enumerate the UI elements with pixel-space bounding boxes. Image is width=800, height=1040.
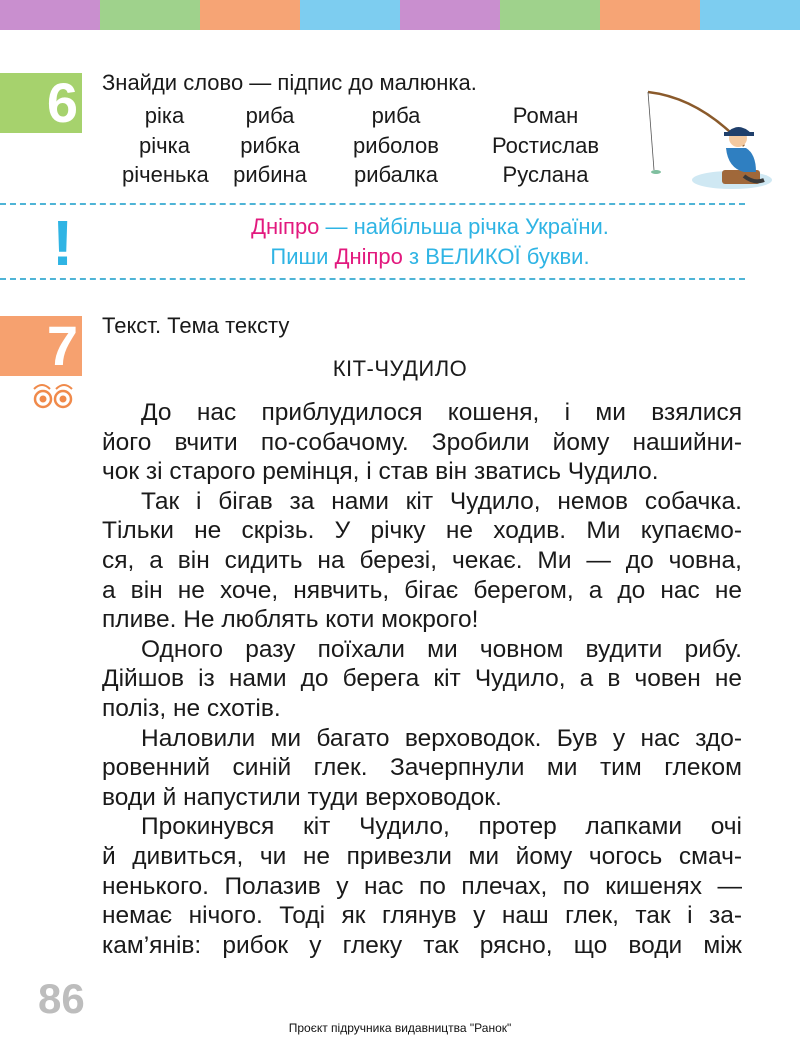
fisherman-illustration bbox=[640, 88, 772, 192]
story-line: ся, а він сидить на березі, чекає. Ми — до човна, bbox=[102, 546, 742, 574]
story-line: Тільки не скрізь. У річку не ходив. Ми купаємо- bbox=[102, 517, 742, 545]
eyes-icon bbox=[30, 381, 76, 411]
story-line: а він не хоче, нявчить, бігає берегом, а до нас не bbox=[102, 576, 742, 604]
top-color-stripes bbox=[0, 0, 800, 30]
word: риба bbox=[371, 103, 421, 128]
word: річка bbox=[139, 132, 190, 158]
fishing-line bbox=[648, 92, 654, 170]
exercise-6-title: Знайди слово — підпис до малюнка. bbox=[102, 70, 477, 95]
rule-top-divider bbox=[0, 203, 745, 205]
word: риба bbox=[245, 103, 295, 128]
story-line: Дійшов із нами до берега кіт Чудило, а в човен не bbox=[102, 665, 742, 693]
story-line: До нас приблудилося кошеня, і ми взялися bbox=[141, 399, 742, 426]
word-row bbox=[122, 162, 632, 192]
word: рибина bbox=[233, 162, 307, 187]
float bbox=[651, 170, 661, 174]
stripe bbox=[600, 0, 700, 30]
word: Ростислав bbox=[491, 132, 600, 158]
word: рибалка bbox=[353, 162, 439, 187]
story-line: Так і бігав за нами кіт Чудило, немов собачка. bbox=[141, 487, 742, 515]
page-number: 86 bbox=[38, 975, 85, 1022]
highlight-word: Дніпро bbox=[251, 214, 320, 239]
word: рибка bbox=[240, 132, 300, 158]
word: річенька bbox=[122, 162, 209, 187]
stripe bbox=[100, 0, 200, 30]
rule-bottom-divider bbox=[0, 278, 745, 280]
word: ріка bbox=[144, 103, 185, 128]
story-line: Наловили ми багато верховодок. Був у нас здо- bbox=[141, 724, 742, 752]
word: Руслана bbox=[502, 162, 589, 187]
stripe bbox=[500, 0, 600, 30]
story-line: Прокинувся кіт Чудило, протер лапками очі bbox=[141, 813, 742, 841]
word-row bbox=[122, 103, 632, 133]
stripe bbox=[400, 0, 500, 30]
word-table bbox=[122, 103, 632, 192]
rule-text: — найбільша річка України. bbox=[319, 214, 609, 239]
story-text bbox=[102, 398, 742, 960]
exercise-7-number: 7 bbox=[0, 316, 82, 376]
story-line: ровенний синій глек. Зачерпнули ми тим глеком bbox=[102, 754, 742, 782]
story-line: кам’янів: рибок у глеку так рясно, що води між bbox=[102, 931, 742, 959]
stripe bbox=[700, 0, 800, 30]
rule-line-2 bbox=[160, 244, 700, 270]
story-line: немає нічого. Тоді як глянув у наш глек, так і за- bbox=[102, 902, 742, 930]
story-line: ненького. Полазив у нас по плечах, по кишенях — bbox=[102, 872, 742, 900]
story-title: КІТ-ЧУДИЛО bbox=[332, 356, 468, 381]
hat-brim bbox=[724, 132, 754, 136]
rule-text: Пиши bbox=[270, 244, 335, 269]
story-line: пливе. Не люблять коти мокрого! bbox=[102, 606, 479, 634]
rule-line-1 bbox=[160, 214, 700, 240]
exclamation-icon: ! bbox=[52, 207, 74, 279]
story-line: води й напустили туди верховодок. bbox=[102, 783, 502, 811]
stripe bbox=[300, 0, 400, 30]
story-line: й дивиться, чи не привезли ми йому чогось смач- bbox=[102, 842, 742, 870]
footer-note: Проєкт підручника видавництва "Ранок" bbox=[288, 1021, 512, 1035]
word: риболов bbox=[353, 132, 439, 158]
word-row bbox=[122, 133, 632, 163]
rule-text: з ВЕЛИКОЇ букви. bbox=[402, 244, 590, 269]
highlight-word: Дніпро bbox=[334, 244, 403, 269]
fisher-body bbox=[726, 148, 756, 172]
story-line: чок зі старого ремінця, і став він зватись Чудило. bbox=[102, 458, 659, 486]
word: Роман bbox=[512, 103, 579, 128]
exercise-7-title: Текст. Тема тексту bbox=[102, 313, 290, 338]
story-line: Одного разу поїхали ми човном вудити рибу. bbox=[141, 635, 742, 663]
stripe bbox=[200, 0, 300, 30]
exercise-6-number: 6 bbox=[0, 73, 82, 133]
story-line: його вчити по-собачому. Зробили йому нашийни- bbox=[102, 428, 742, 456]
story-line: поліз, не схотів. bbox=[102, 694, 281, 722]
stripe bbox=[0, 0, 100, 30]
